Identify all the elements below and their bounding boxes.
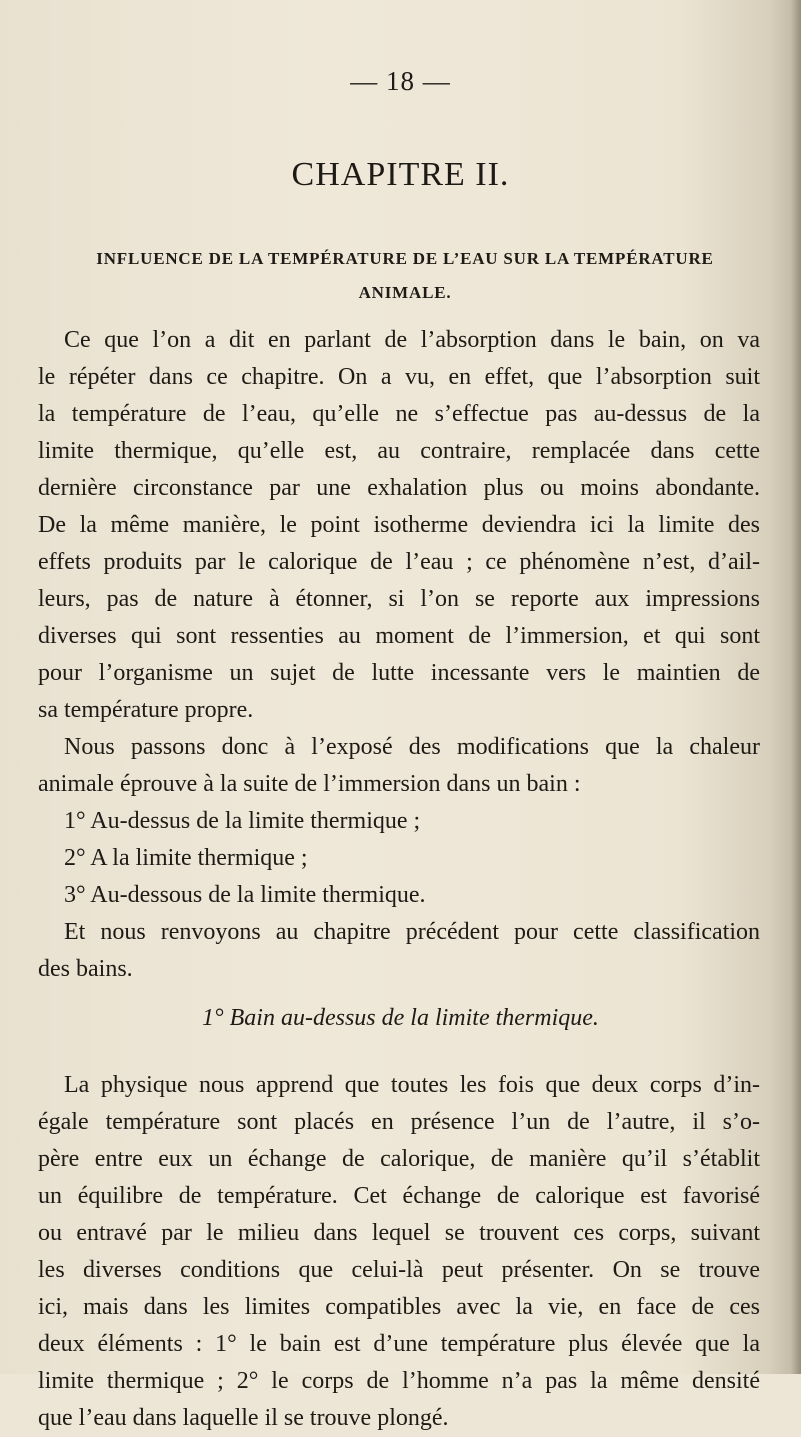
- text-line: limite thermique ; 2° le corps de l’homme n’a pas la même densité: [38, 1368, 760, 1394]
- chapter-subtitle: [60, 242, 750, 310]
- text-line: les diverses conditions que celui-là peut présenter. On se trouve: [38, 1257, 760, 1283]
- text-line: dernière circonstance par une exhalation plus ou moins abondante.: [38, 475, 760, 501]
- chapter-subtitle-line-2: ANIMALE.: [358, 283, 452, 302]
- text-line: Ce que l’on a dit en parlant de l’absorption dans le bain, on va: [64, 327, 760, 353]
- text-line: animale éprouve à la suite de l’immersion dans un bain :: [38, 771, 581, 797]
- text-line: leurs, pas de nature à étonner, si l’on se reporte aux impressions: [38, 586, 760, 612]
- list-item: 1° Au-dessus de la limite thermique ;: [64, 808, 421, 834]
- paragraph-2: [38, 729, 760, 803]
- text-line: deux éléments : 1° le bain est d’une température plus élevée que la: [38, 1331, 760, 1357]
- text-line: Nous passons donc à l’exposé des modifications que la chaleur: [64, 734, 760, 760]
- paragraph-1: [38, 322, 760, 729]
- text-line: Et nous renvoyons au chapitre précédent pour cette classification: [64, 919, 760, 945]
- chapter-subtitle-line-1: INFLUENCE DE LA TEMPÉRATURE DE L’EAU SUR LA TEMPÉRATURE: [96, 249, 714, 268]
- text-line: sa température propre.: [38, 697, 254, 723]
- text-line: la température de l’eau, qu’elle ne s’effectue pas au-dessus de la: [38, 401, 760, 427]
- text-line: ou entravé par le milieu dans lequel se trouvent ces corps, suivant: [38, 1220, 760, 1246]
- paragraph-3: [38, 914, 760, 988]
- text-line: diverses qui sont ressenties au moment de l’immersion, et qui sont: [38, 623, 760, 649]
- list-item: 2° A la limite thermique ;: [64, 845, 308, 871]
- text-line: La physique nous apprend que toutes les fois que deux corps d’in-: [64, 1072, 760, 1098]
- page-number: — 18 —: [350, 66, 451, 96]
- chapter-title: CHAPITRE II.: [291, 156, 510, 193]
- list-item: 3° Au-dessous de la limite thermique.: [64, 882, 426, 908]
- section-heading: 1° Bain au-dessus de la limite thermique.: [202, 1005, 599, 1031]
- text-line: des bains.: [38, 956, 133, 982]
- text-line: le répéter dans ce chapitre. On a vu, en effet, que l’absorption suit: [38, 364, 760, 390]
- page-edge-shadow: [791, 0, 801, 1374]
- text-line: père entre eux un échange de calorique, de manière qu’il s’établit: [38, 1146, 760, 1172]
- enumerated-list: [38, 803, 760, 914]
- text-line: égale température sont placés en présence l’un de l’autre, il s’o-: [38, 1109, 760, 1135]
- text-line: pour l’organisme un sujet de lutte incessante vers le maintien de: [38, 660, 760, 686]
- text-line: que l’eau dans laquelle il se trouve plongé.: [38, 1405, 449, 1431]
- text-line: De la même manière, le point isotherme deviendra ici la limite des: [38, 512, 760, 538]
- text-line: ici, mais dans les limites compatibles avec la vie, en face de ces: [38, 1294, 760, 1320]
- text-line: limite thermique, qu’elle est, au contraire, remplacée dans cette: [38, 438, 760, 464]
- paragraph-4: [38, 1067, 760, 1437]
- text-line: effets produits par le calorique de l’eau ; ce phénomène n’est, d’ail-: [38, 549, 760, 575]
- text-line: un équilibre de température. Cet échange de calorique est favorisé: [38, 1183, 760, 1209]
